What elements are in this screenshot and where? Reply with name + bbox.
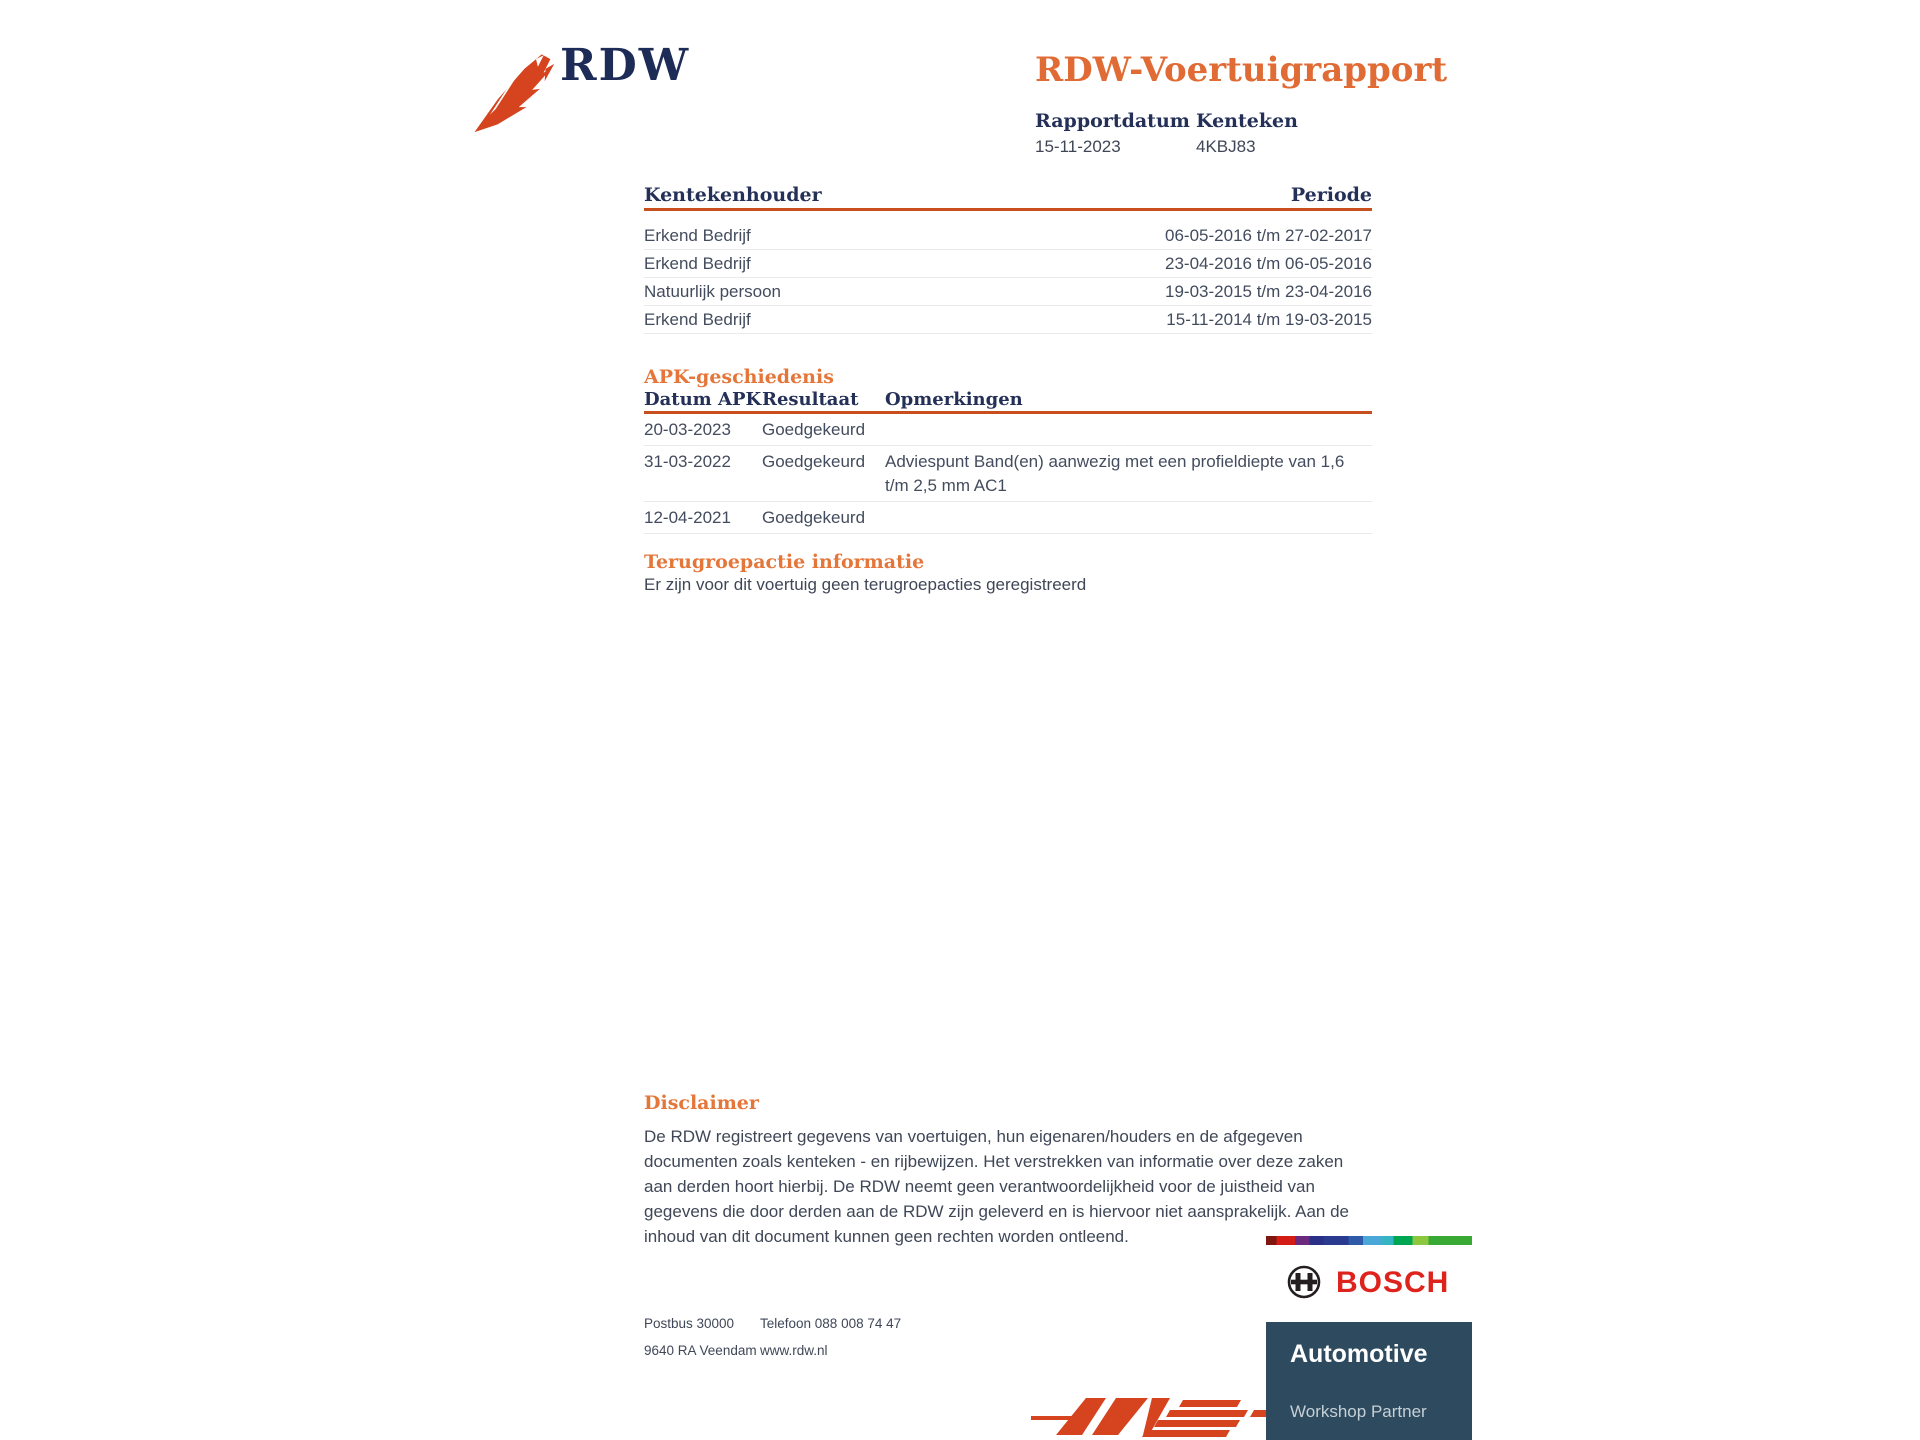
holder-type: Erkend Bedrijf	[644, 310, 751, 329]
bosch-division-text: Automotive	[1290, 1340, 1428, 1368]
bosch-brand-text: BOSCH	[1336, 1266, 1450, 1299]
apk-column-remarks: Opmerkingen	[885, 389, 1023, 410]
bosch-partner-text: Workshop Partner	[1290, 1402, 1427, 1421]
apk-result: Goedgekeurd	[762, 420, 866, 439]
apk-table-body	[644, 414, 1372, 534]
footer-phone: Telefoon 088 008 74 47	[760, 1316, 902, 1331]
holder-period: 19-03-2015 t/m 23-04-2016	[1165, 282, 1372, 301]
apk-date: 12-04-2021	[644, 508, 731, 527]
holder-type: Erkend Bedrijf	[644, 254, 751, 273]
apk-column-result: Resultaat	[762, 389, 859, 410]
bosch-supergraphic-bar	[1266, 1236, 1472, 1245]
apk-date: 20-03-2023	[644, 420, 731, 439]
apk-result: Goedgekeurd	[762, 452, 866, 471]
table-row	[644, 306, 1372, 334]
rdw-wordmark: RDW	[560, 40, 691, 91]
holder-type: Natuurlijk persoon	[644, 282, 782, 301]
footer-city: 9640 RA Veendam	[644, 1343, 757, 1358]
disclaimer-heading: Disclaimer	[644, 1092, 759, 1114]
footer-website: www.rdw.nl	[760, 1343, 828, 1358]
apk-date: 31-03-2022	[644, 452, 731, 471]
report-date-value: 15-11-2023	[1035, 137, 1121, 156]
license-plate-label: Kenteken	[1196, 110, 1298, 132]
disclaimer-body-text: De RDW registreert gegevens van voertuigen, hun eigenaren/houders en de afgegeven documenten zoals kenteken - en rijbewijzen. Het verstrekken van informatie over deze zaken aan derden hoort hierbij. De RDW neemt geen verantwoordelijkheid voor de juistheid van gegevens die door derden aan de RDW zijn geleverd en is hiervoor niet aansprakelijk. Aan de inhoud van dit document kunnen geen rechten worden ontleend.	[644, 1127, 1349, 1246]
holders-column-period: Periode	[1290, 184, 1372, 206]
report-date-label: Rapportdatum	[1035, 110, 1190, 132]
apk-table-header	[644, 389, 1372, 410]
apk-section-heading: APK-geschiedenis	[644, 366, 834, 388]
table-row	[644, 414, 1372, 446]
holder-period: 23-04-2016 t/m 06-05-2016	[1165, 254, 1372, 273]
recall-section-heading: Terugroepactie informatie	[644, 551, 925, 573]
footer-line-1	[644, 1316, 1144, 1331]
table-row	[644, 502, 1372, 534]
holders-header-rule	[644, 208, 1372, 211]
holder-period: 15-11-2014 t/m 19-03-2015	[1166, 310, 1372, 329]
holders-column-holder: Kentekenhouder	[644, 184, 822, 206]
bosch-armature-icon	[1286, 1264, 1322, 1300]
recall-body-text: Er zijn voor dit voertuig geen terugroepacties geregistreerd	[644, 575, 1087, 594]
footer-postbus: Postbus 30000	[644, 1316, 735, 1331]
holders-table-body	[644, 214, 1372, 334]
footer-line-2	[644, 1343, 1144, 1358]
bosch-partner-panel	[1266, 1322, 1472, 1440]
table-row	[644, 446, 1372, 502]
apk-result: Goedgekeurd	[762, 508, 866, 527]
holder-type: Erkend Bedrijf	[644, 226, 751, 245]
table-row	[644, 278, 1372, 306]
rdw-logo-bird-icon	[468, 38, 556, 134]
apk-remarks: Adviespunt Band(en) aanwezig met een profieldiepte van 1,6 t/m 2,5 mm AC1	[885, 452, 1345, 495]
apk-column-date: Datum APK	[644, 389, 762, 410]
page-title: RDW-Voertuigrapport	[1035, 50, 1448, 90]
apk-remarks	[885, 418, 1372, 442]
holder-period: 06-05-2016 t/m 27-02-2017	[1165, 226, 1372, 245]
table-row	[644, 250, 1372, 278]
table-row	[644, 222, 1372, 250]
apk-remarks	[885, 506, 1372, 530]
license-plate-value: 4KBJ83	[1196, 137, 1256, 156]
rdw-bird-watermark-icon	[1018, 1392, 1270, 1440]
holders-table-header	[644, 184, 1372, 206]
